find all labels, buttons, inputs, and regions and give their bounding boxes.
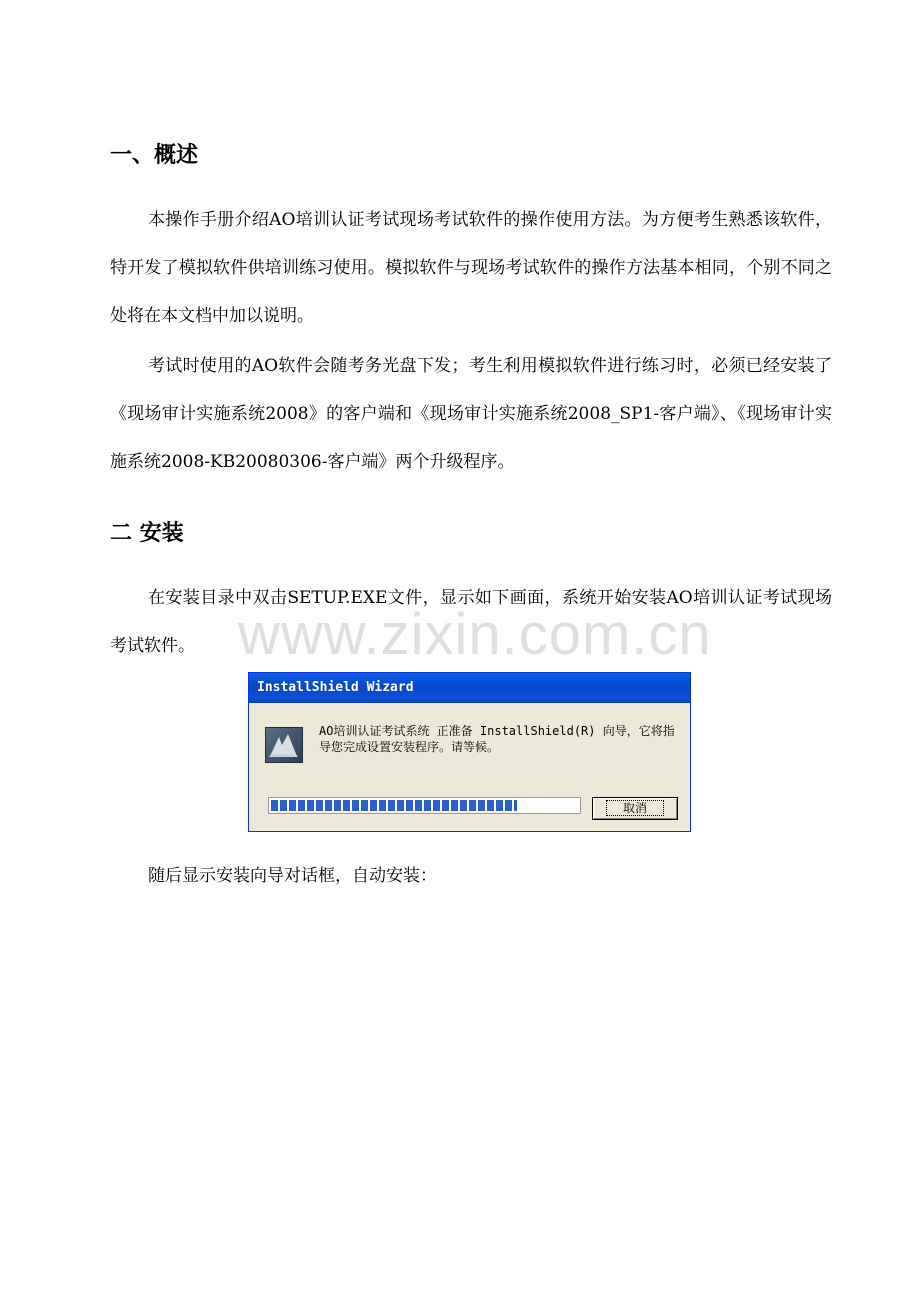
cancel-button[interactable] [592, 797, 678, 820]
installshield-dialog [248, 672, 691, 832]
paragraph-install-steps: 在安装目录中双击SETUP.EXE文件，显示如下画面，系统开始安装AO培训认证考试现场考试软件。 [110, 588, 832, 656]
paragraph-exam-software: 考试时使用的AO软件会随考务光盘下发；考生利用模拟软件进行练习时，必须已经安装了《现场审计实施系统2008》的客户端和《现场审计实施系统2008_SP1-客户端》、《现场审计实施系统2008-KB20080306-客户端》两个升级程序。 [110, 356, 832, 472]
install-progress-bar [268, 797, 581, 814]
paragraph-wizard: 随后显示安装向导对话框，自动安装： [148, 866, 437, 886]
section-overview-heading: 一、概述 [110, 143, 199, 168]
section-install-heading: 二 安装 [110, 521, 184, 546]
watermark: www.zixin.com.cn [238, 602, 712, 667]
cancel-button-label: 取消 [606, 800, 664, 816]
installshield-icon [265, 727, 303, 763]
dialog-title: InstallShield Wizard [249, 673, 690, 703]
progress-fill [271, 800, 517, 811]
paragraph-intro: 本操作手册介绍AO培训认证考试现场考试软件的操作使用方法。为方便考生熟悉该软件，特开发了模拟软件供培训练习使用。模拟软件与现场考试软件的操作方法基本相同，个别不同之处将在本文档中加以说明。 [110, 210, 832, 326]
dialog-message: AO培训认证考试系统 正准备 InstallShield(R) 向导，它将指导您完成设置安装程序。请等候。 [319, 724, 675, 754]
